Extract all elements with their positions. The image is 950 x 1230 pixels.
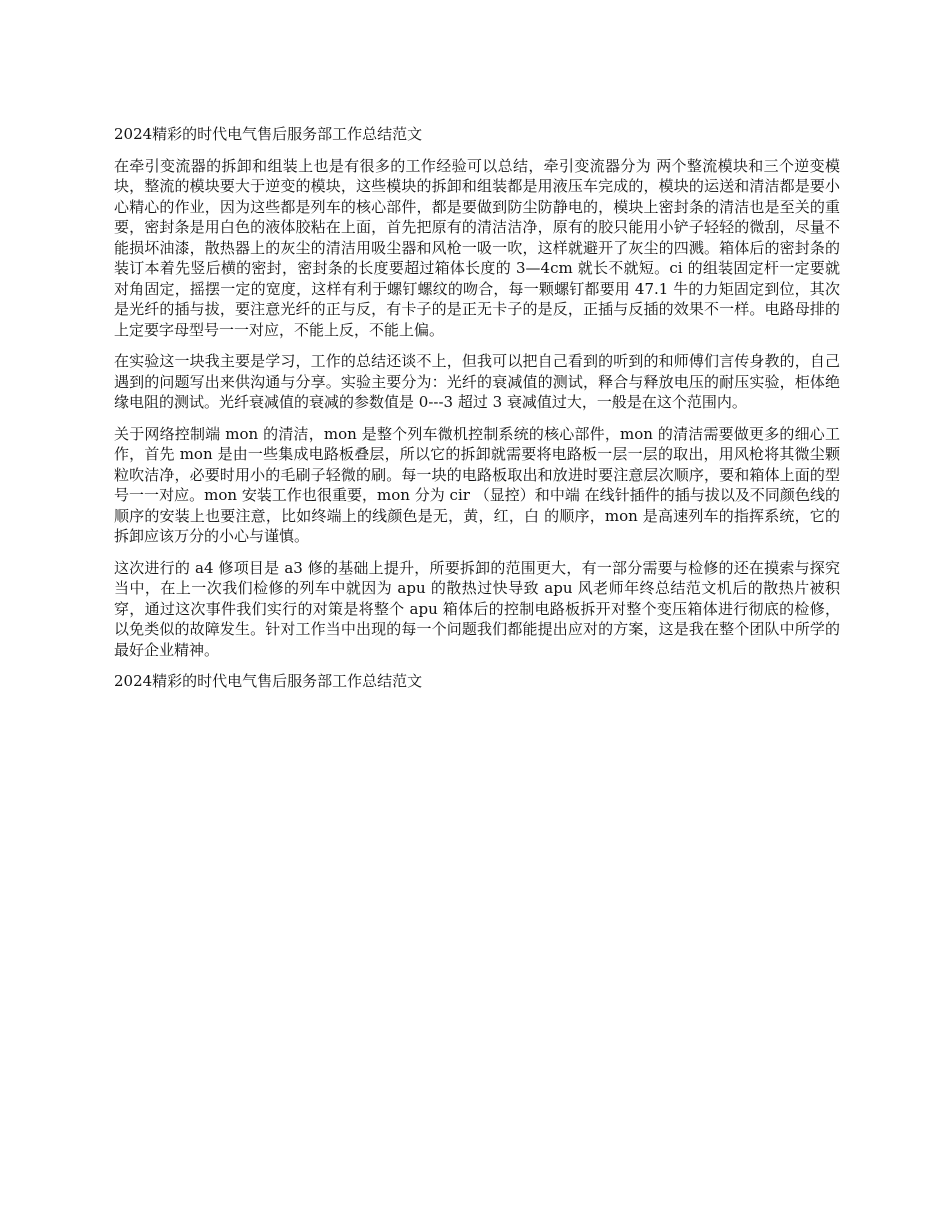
paragraph-mon-cleaning: 关于网络控制端 mon 的清洁，mon 是整个列车微机控制系统的核心部件，mon 的清洁需要做更多的细心工作，首先 mon 是由一些集成电路板叠层，所以它的拆卸就需要将电路板一层一层的取出，用风枪将其微尘颗粒吹洁净，必要时用小的毛刷子轻微的刷。每一块的电路板取出和放进时要注意层次顺序，要和箱体上面的型号一一对应。mon 安装工作也很重要，mon 分为 cir （显控）和中端 在线针插件的插与拔以及不同颜色线的顺序的安装上也要注意，比如终端上的线颜色是无，黄，红，白 的顺序，mon 是高速列车的指挥系统，它的拆卸应该万分的小心与谨慎。 <box>114 424 840 545</box>
document-title: 2024精彩的时代电气售后服务部工作总结范文 <box>114 125 423 143</box>
document-page <box>114 124 840 692</box>
paragraph-traction-converter: 在牵引变流器的拆卸和组装上也是有很多的工作经验可以总结，牵引变流器分为 两个整流模块和三个逆变模块，整流的模块要大于逆变的模块，这些模块的拆卸和组装都是用液压车完成的，模块的运送和清洁都是要小心精心的作业，因为这些都是列车的核心部件，都是要做到防尘防静电的，模块上密封条的清洁也是至关的重要，密封条是用白色的液体胶粘在上面，首先把原有的清洁洁净，原有的胶只能用小铲子轻轻的微刮，尽量不能损坏油漆，散热器上的灰尘的清洁用吸尘器和风枪一吸一吹，这样就避开了灰尘的四溅。箱体后的密封条的装订本着先竖后横的密封，密封条的长度要超过箱体长度的 3—4cm 就长不就短。ci 的组装固定杆一定要就对角固定，摇摆一定的宽度，这样有利于螺钉螺纹的吻合，每一颗螺钉都要用 47.1 牛的力矩固定到位，其次是光纤的插与拔，要注意光纤的正与反，有卡子的是正无卡子的是反，正插与反插的效果不一样。电路母排的上定要字母型号一一对应，不能上反，不能上偏。 <box>114 156 840 339</box>
document-footer-title: 2024精彩的时代电气售后服务部工作总结范文 <box>114 672 423 690</box>
paragraph-a4-repair: 这次进行的 a4 修项目是 a3 修的基础上提升，所要拆卸的范围更大，有一部分需要与检修的还在摸索与探究当中，在上一次我们检修的列车中就因为 apu 的散热过快导致 apu 风老师年终总结范文机后的散热片被积穿，通过这次事件我们实行的对策是将整个 apu 箱体后的控制电路板拆开对整个变压箱体进行彻底的检修，以免类似的故障发生。针对工作当中出现的每一个问题我们都能提出应对的方案，这是我在整个团队中所学的最好企业精神。 <box>114 558 840 659</box>
paragraph-experiments: 在实验这一块我主要是学习，工作的总结还谈不上，但我可以把自己看到的听到的和师傅们言传身教的，自己遇到的问题写出来供沟通与分享。实验主要分为：光纤的衰减值的测试，释合与释放电压的耐压实验，柜体绝缘电阻的测试。光纤衰减值的衰减的参数值是 0---3 超过 3 衰减值过大，一般是在这个范围内。 <box>114 352 840 411</box>
